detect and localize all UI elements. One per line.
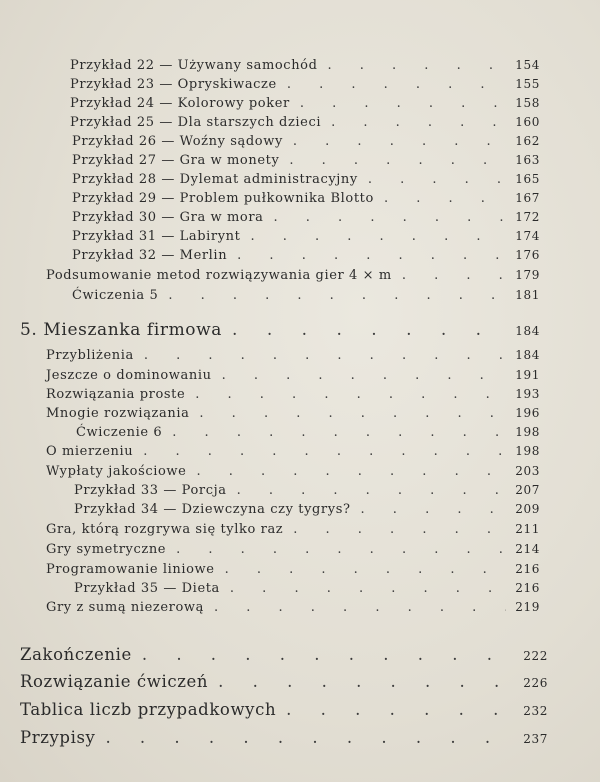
leader-dots	[250, 229, 506, 244]
leader-dots	[289, 153, 506, 168]
toc-entry-label: Przykład 25 — Dla starszych dzieci	[70, 115, 322, 130]
toc-entry-page: 196	[515, 406, 540, 420]
leader-dots	[237, 483, 506, 498]
leader-dots	[384, 191, 506, 206]
toc-chapter	[20, 645, 548, 664]
toc-entry	[72, 191, 540, 206]
toc-entry	[46, 444, 540, 459]
toc-entry	[72, 210, 540, 225]
leader-dots	[144, 348, 506, 363]
toc-entry-page: 172	[515, 210, 540, 224]
toc-entry	[46, 464, 540, 479]
toc-chapter-page: 237	[523, 732, 548, 746]
toc-entry-label: O mierzeniu	[46, 444, 134, 459]
toc-entry	[76, 425, 540, 440]
toc-entry	[46, 522, 540, 537]
toc-entry-label: Przykład 22 — Używany samochód	[70, 58, 318, 73]
leader-dots	[195, 387, 506, 402]
toc-entry-page: 211	[515, 522, 540, 536]
leader-dots	[361, 502, 506, 517]
toc-chapter-page: 226	[523, 676, 548, 690]
toc-chapter-page: 222	[523, 649, 548, 663]
toc-entry-label: Gry z sumą niezerową	[46, 600, 204, 615]
toc-entry-label: Przykład 27 — Gra w monety	[72, 153, 280, 168]
toc-entry	[70, 77, 540, 92]
toc-entry	[46, 268, 540, 283]
leader-dots	[274, 210, 506, 225]
toc-entry	[72, 172, 540, 187]
toc-entry-page: 174	[515, 229, 540, 243]
leader-dots	[331, 115, 506, 130]
leader-dots	[232, 320, 506, 340]
toc-entry-label: Gry symetryczne	[46, 542, 167, 557]
toc-entry	[74, 483, 540, 498]
toc-entry-page: 158	[515, 96, 540, 110]
leader-dots	[286, 700, 514, 719]
toc-entry	[46, 368, 540, 383]
toc-entry	[74, 502, 540, 517]
leader-dots	[300, 96, 506, 111]
leader-dots	[199, 406, 506, 421]
toc-entry-page: 198	[515, 425, 540, 439]
leader-dots	[105, 728, 514, 747]
toc-chapter-label: Zakończenie	[20, 645, 132, 664]
toc-entry	[74, 581, 540, 596]
toc-entry-page: 209	[515, 502, 540, 516]
leader-dots	[222, 368, 506, 383]
toc-entry-label: Ćwiczenie 6	[76, 425, 163, 440]
toc-entry-label: Mnogie rozwiązania	[46, 406, 190, 421]
toc-entry	[46, 562, 540, 577]
toc-entry	[46, 348, 540, 363]
toc-entry	[72, 248, 540, 263]
leader-dots	[287, 77, 506, 92]
toc-entry-label: Przykład 34 — Dziewczyna czy tygrys?	[74, 502, 351, 517]
leader-dots	[328, 58, 506, 73]
toc-entry-label: Przykład 29 — Problem pułkownika Blotto	[72, 191, 374, 206]
toc-entry-label: Przykład 24 — Kolorowy poker	[70, 96, 290, 111]
toc-chapter-label: Rozwiązanie ćwiczeń	[20, 672, 209, 691]
toc-entry	[72, 288, 540, 303]
toc-entry-label: Podsumowanie metod rozwiązywania gier 4 × m	[46, 268, 392, 283]
toc-entry-label: Przybliżenia	[46, 348, 134, 363]
leader-dots	[293, 134, 506, 149]
toc-entry	[70, 96, 540, 111]
leader-dots	[142, 645, 514, 664]
toc-entry-page: 181	[515, 288, 540, 302]
leader-dots	[168, 288, 506, 303]
toc-entry-page: 198	[515, 444, 540, 458]
toc-entry-label: Rozwiązania proste	[46, 387, 186, 402]
toc-entry-page: 216	[515, 562, 540, 576]
toc-entry-page: 193	[515, 387, 540, 401]
toc-chapter	[20, 672, 548, 691]
toc-entry-label: Ćwiczenia 5	[72, 288, 159, 303]
toc-entry	[46, 387, 540, 402]
toc-entry-label: Przykład 30 — Gra w mora	[72, 210, 264, 225]
toc-entry	[70, 115, 540, 130]
leader-dots	[402, 268, 506, 283]
toc-entry-label: Przykład 31 — Labirynt	[72, 229, 241, 244]
toc-entry-page: 165	[515, 172, 540, 186]
toc-entry-page: 184	[515, 348, 540, 362]
leader-dots	[214, 600, 506, 615]
toc-entry	[46, 600, 540, 615]
toc-entry-page: 179	[515, 268, 540, 282]
toc-chapter-label: Tablica liczb przypadkowych	[20, 700, 277, 719]
toc-entry-label: Przykład 32 — Merlin	[72, 248, 228, 263]
toc-entry-label: Przykład 33 — Porcja	[74, 483, 227, 498]
toc-entry-label: Gra, którą rozgrywa się tylko raz	[46, 522, 284, 537]
leader-dots	[230, 581, 506, 596]
toc-chapter	[20, 728, 548, 747]
toc-chapter	[20, 700, 548, 719]
toc-entry-page: 155	[515, 77, 540, 91]
leader-dots	[176, 542, 506, 557]
leader-dots	[368, 172, 506, 187]
toc-entry	[72, 153, 540, 168]
leader-dots	[172, 425, 506, 440]
toc-chapter-label: Przypisy	[20, 728, 96, 747]
toc-entry-page: 219	[515, 600, 540, 614]
toc-entry-label: Jeszcze o dominowaniu	[46, 368, 212, 383]
toc-entry-label: Przykład 35 — Dieta	[74, 581, 220, 596]
toc-entry-page: 167	[515, 191, 540, 205]
toc-entry-label: Wypłaty jakościowe	[46, 464, 187, 479]
toc-chapter-page: 184	[515, 324, 540, 338]
toc-entry-page: 163	[515, 153, 540, 167]
toc-chapter-label: 5. Mieszanka firmowa	[20, 320, 223, 340]
leader-dots	[293, 522, 506, 537]
leader-dots	[237, 248, 506, 263]
toc-entry-page: 162	[515, 134, 540, 148]
leader-dots	[218, 672, 514, 691]
toc-entry-label: Przykład 28 — Dylemat administracyjny	[72, 172, 358, 187]
toc-entry	[70, 58, 540, 73]
toc-entry-page: 207	[515, 483, 540, 497]
toc-entry	[72, 229, 540, 244]
toc-entry	[72, 134, 540, 149]
leader-dots	[196, 464, 506, 479]
toc-entry-page: 154	[515, 58, 540, 72]
toc-entry-label: Przykład 26 — Woźny sądowy	[72, 134, 283, 149]
leader-dots	[143, 444, 506, 459]
toc-entry-label: Programowanie liniowe	[46, 562, 215, 577]
toc-entry-page: 214	[515, 542, 540, 556]
toc-entry-page: 160	[515, 115, 540, 129]
toc-entry-page: 216	[515, 581, 540, 595]
toc-entry	[46, 406, 540, 421]
toc-entry-page: 203	[515, 464, 540, 478]
toc-chapter	[20, 320, 540, 340]
toc-entry	[46, 542, 540, 557]
toc-entry-label: Przykład 23 — Opryskiwacze	[70, 77, 277, 92]
toc-entry-page: 176	[515, 248, 540, 262]
leader-dots	[225, 562, 506, 577]
toc-entry-page: 191	[515, 368, 540, 382]
toc-chapter-page: 232	[523, 704, 548, 718]
